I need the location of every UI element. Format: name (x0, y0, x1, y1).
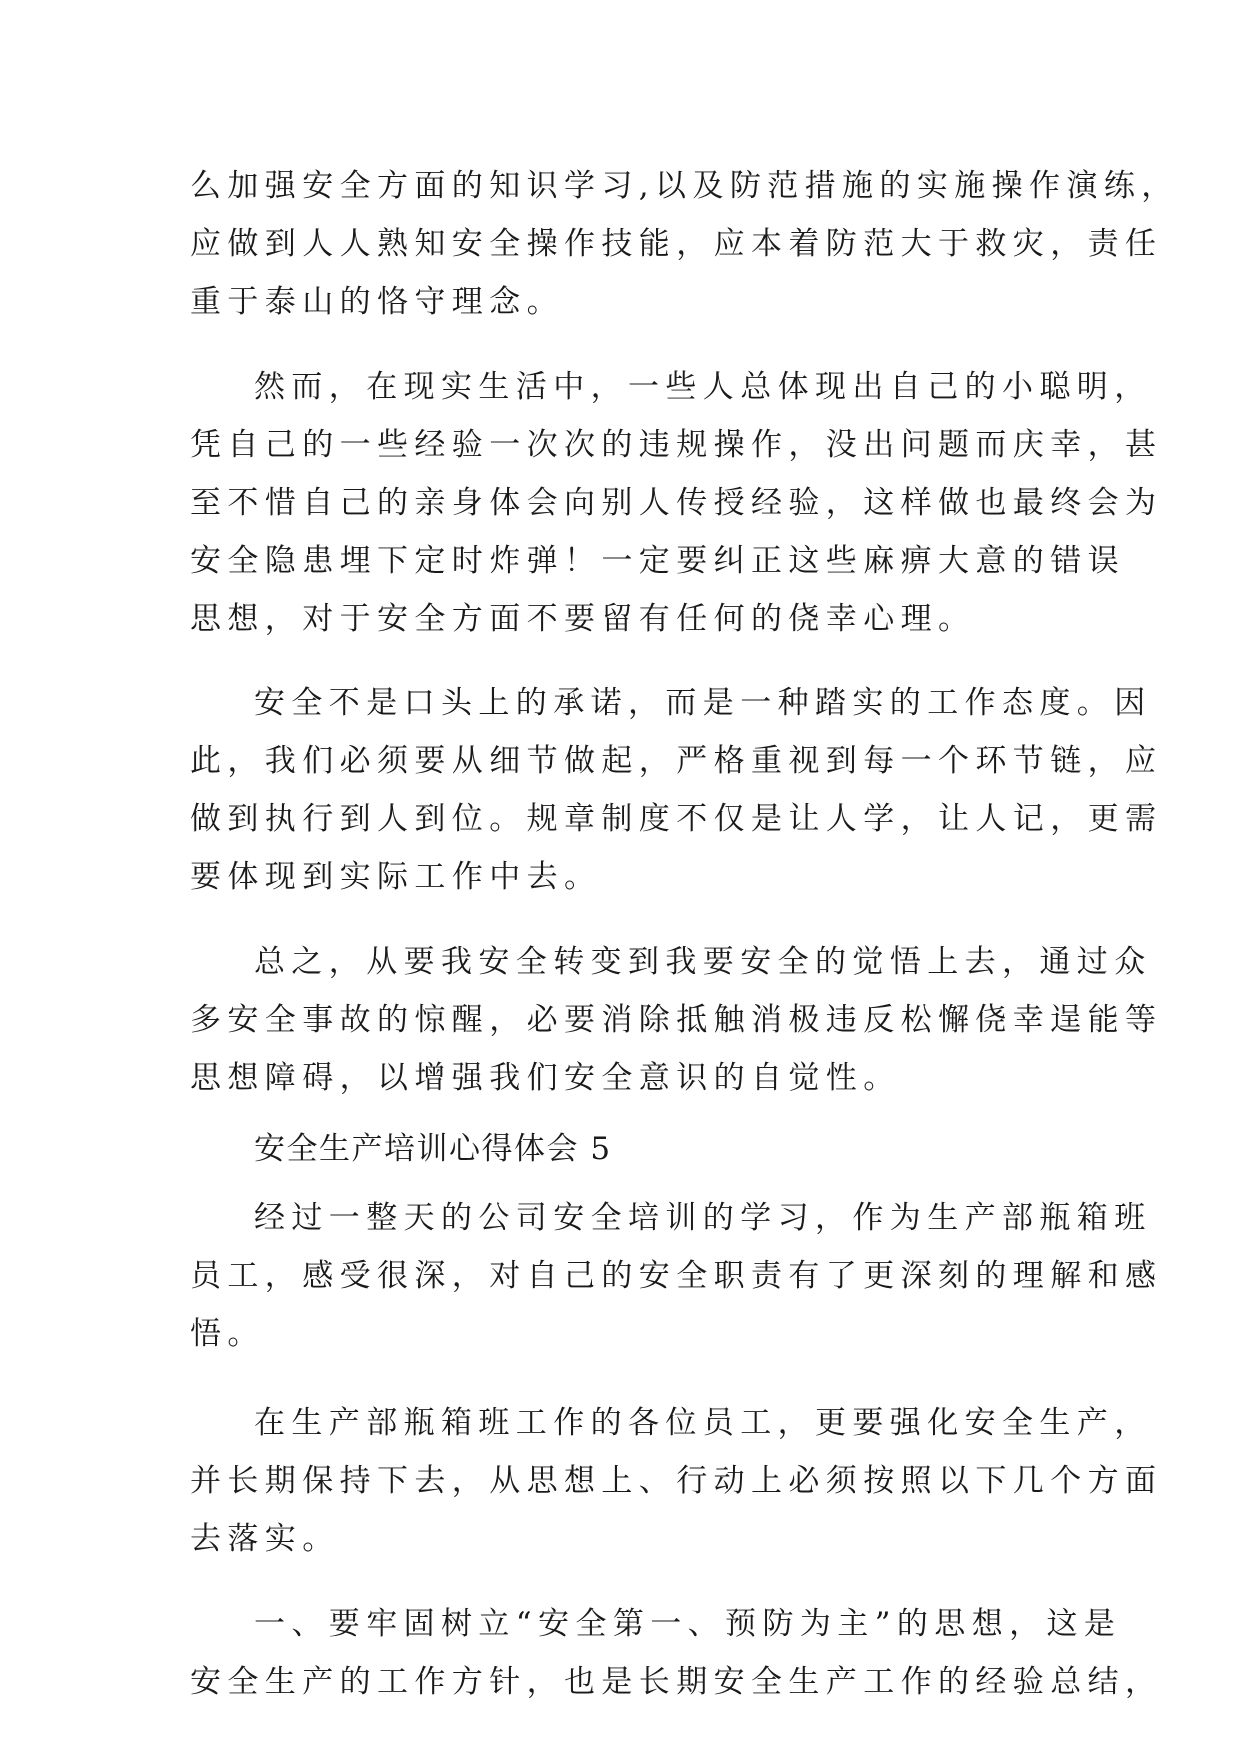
text-line: 多安全事故的惊醒，必要消除抵触消极违反松懈侥幸逞能等 (190, 1002, 1163, 1038)
text-line: 做到执行到人到位。规章制度不仅是让人学，让人记，更需 (190, 801, 1163, 837)
paragraph-first-line: 在生产部瓶箱班工作的各位员工，更要强化安全生产， (254, 1405, 1152, 1441)
text-line: 应做到人人熟知安全操作技能，应本着防范大于救灾，责任 (190, 226, 1163, 262)
text-line: 去落实。 (190, 1521, 340, 1557)
text-line: 安全隐患埋下定时炸弹！一定要纠正这些麻痹大意的错误 (190, 543, 1125, 579)
paragraph-first-line: 经过一整天的公司安全培训的学习，作为生产部瓶箱班 (254, 1200, 1152, 1236)
text-line: 思想，对于安全方面不要留有任何的侥幸心理。 (190, 601, 976, 637)
text-line: 并长期保持下去，从思想上、行动上必须按照以下几个方面 (190, 1463, 1163, 1499)
text-line: 思想障碍，以增强我们安全意识的自觉性。 (190, 1060, 901, 1096)
text-line: 重于泰山的恪守理念。 (190, 284, 564, 320)
text-line: 要体现到实际工作中去。 (190, 859, 602, 895)
text-line: 悟。 (190, 1316, 265, 1352)
paragraph-first-line: 总之，从要我安全转变到我要安全的觉悟上去，通过众 (254, 944, 1152, 980)
text-line: 安全生产的工作方针，也是长期安全生产工作的经验总结， (190, 1664, 1163, 1700)
paragraph-first-line: 然而，在现实生活中，一些人总体现出自己的小聪明， (254, 369, 1152, 405)
text-line: 么加强安全方面的知识学习,以及防范措施的实施操作演练， (190, 168, 1179, 204)
text-line: 至不惜自己的亲身体会向别人传授经验，这样做也最终会为 (190, 485, 1163, 521)
text-line: 员工，感受很深，对自己的安全职责有了更深刻的理解和感 (190, 1258, 1163, 1294)
paragraph-first-line: 安全不是口头上的承诺，而是一种踏实的工作态度。因 (254, 685, 1152, 721)
text-line: 此，我们必须要从细节做起，严格重视到每一个环节链，应 (190, 743, 1163, 779)
paragraph-first-line: 一、要牢固树立“安全第一、预防为主”的思想，这是 (254, 1606, 1122, 1642)
section-heading: 安全生产培训心得体会 5 (254, 1131, 612, 1167)
text-line: 凭自己的一些经验一次次的违规操作，没出问题而庆幸，甚 (190, 427, 1163, 463)
